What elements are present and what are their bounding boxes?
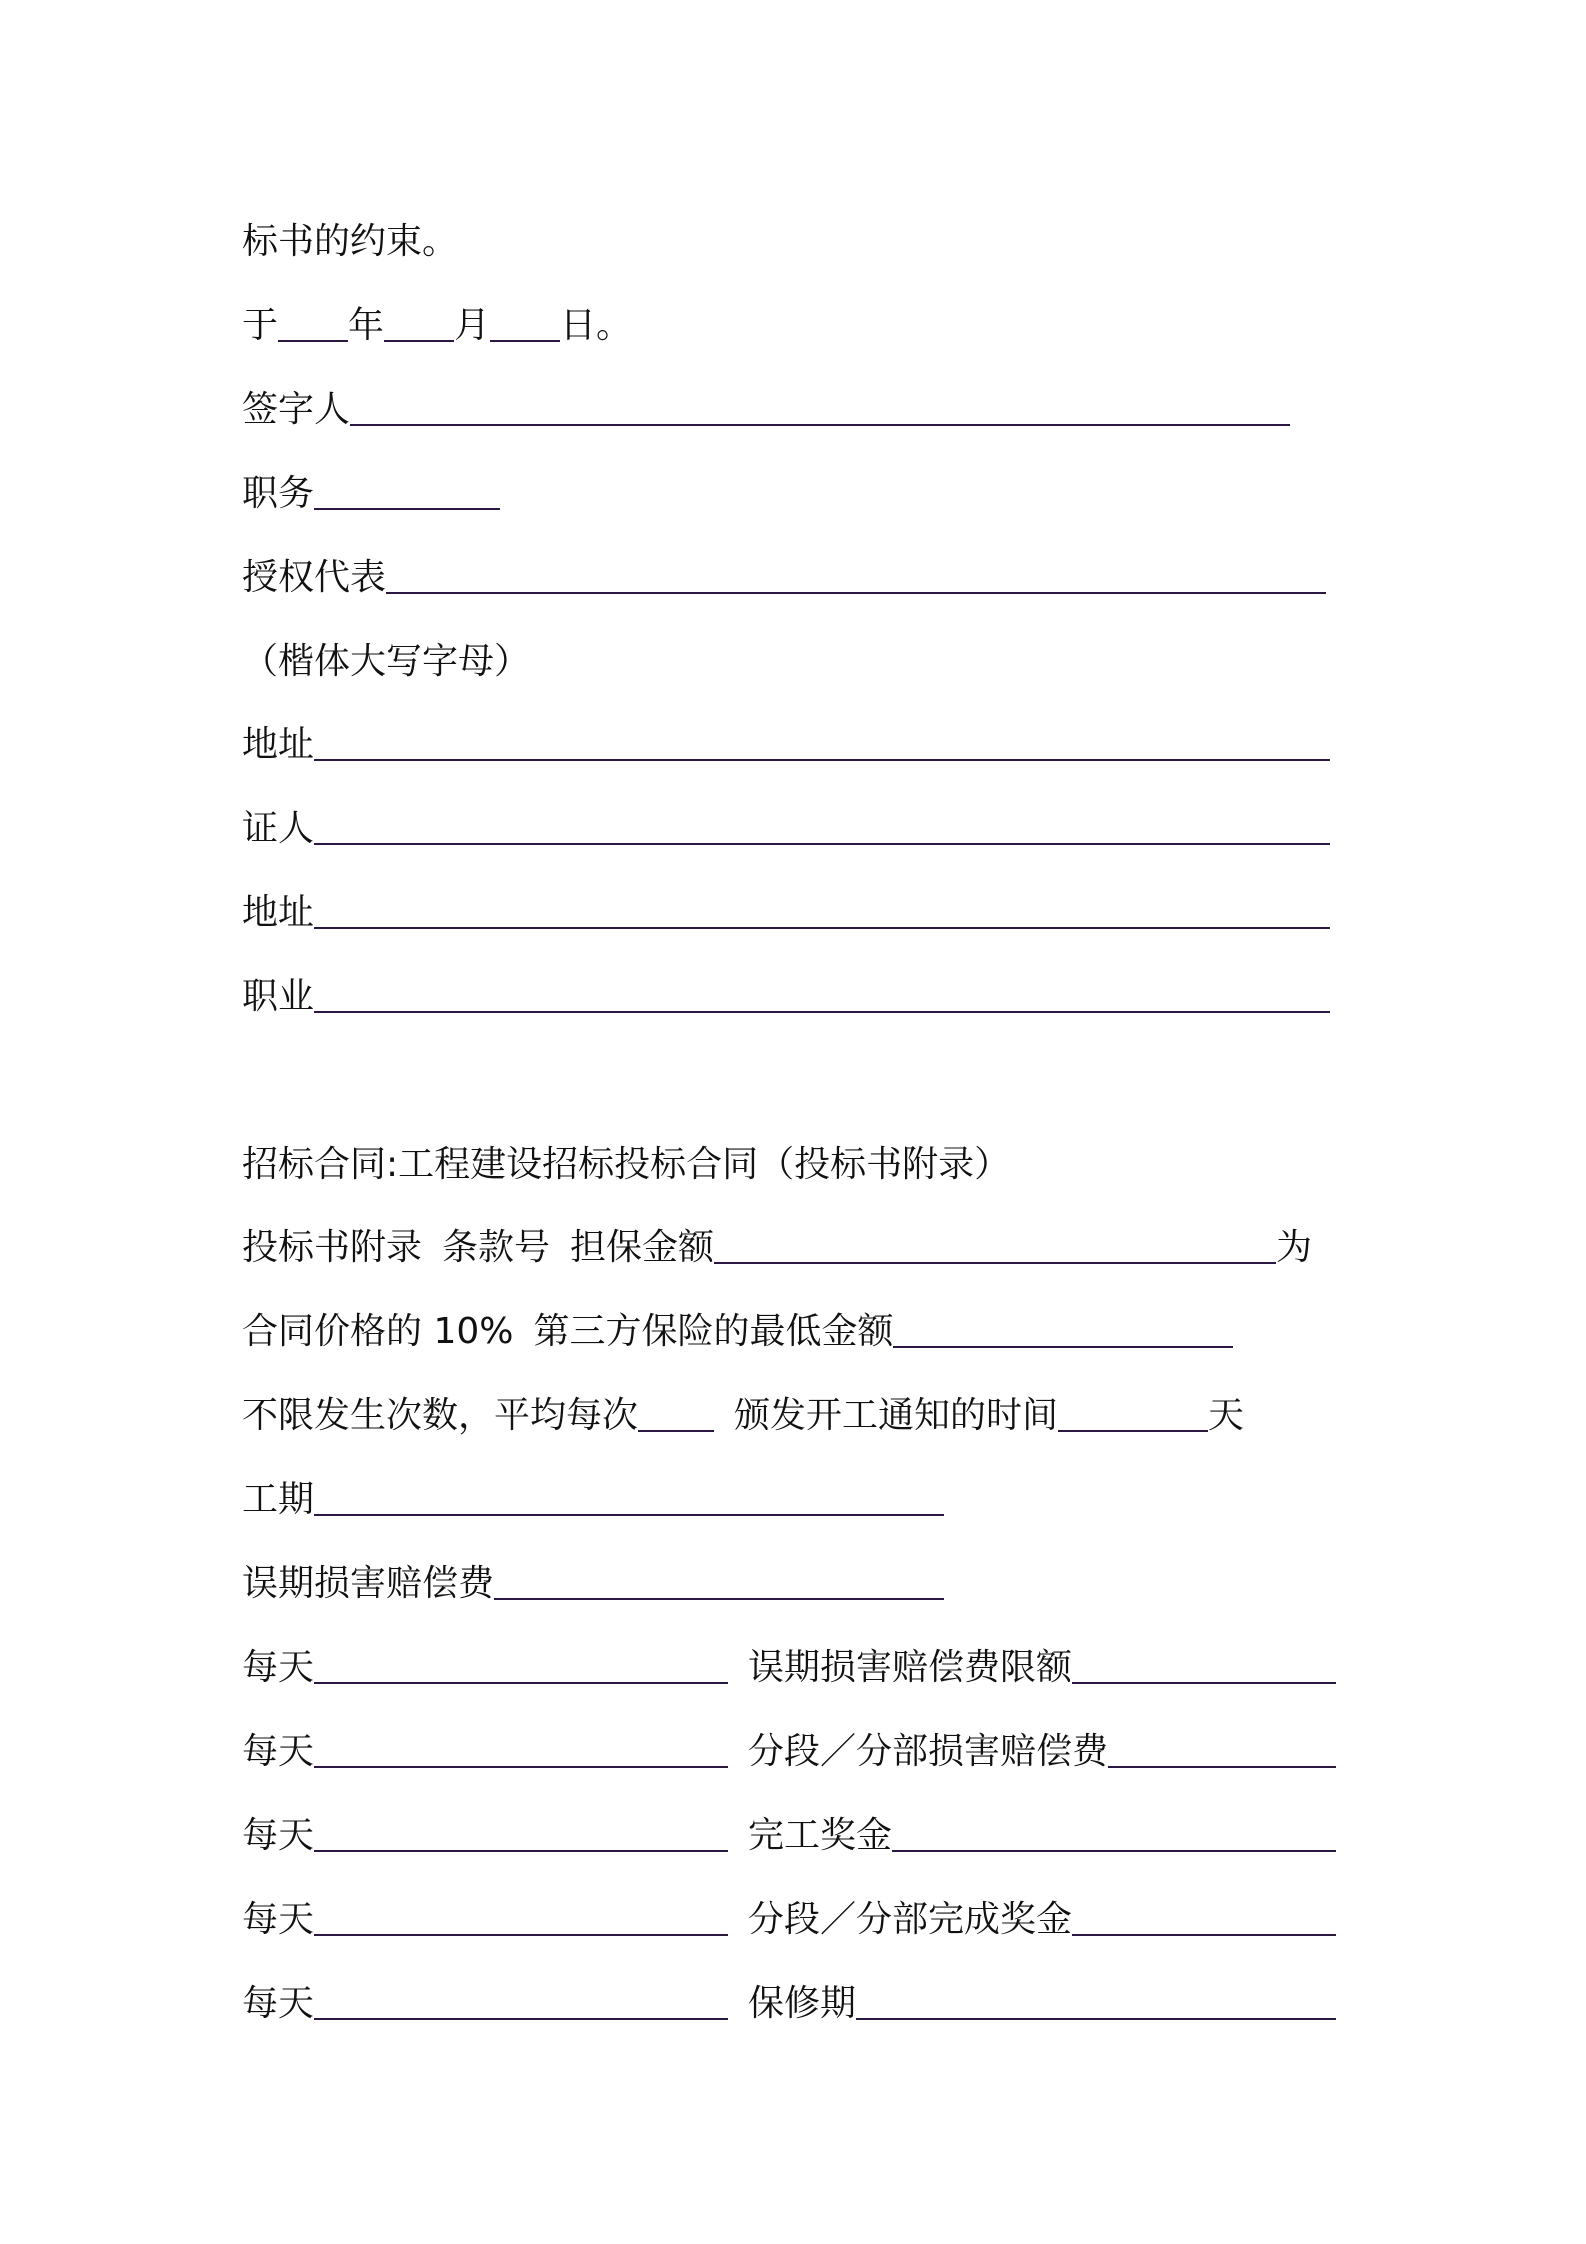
pair-row-3 — [242, 1794, 1336, 1854]
address1-blank[interactable] — [314, 759, 1330, 761]
clause-no-label: 条款号 — [442, 1227, 551, 1268]
pair-row-5 — [242, 1962, 1336, 2022]
section-ld-blank[interactable] — [1108, 1766, 1336, 1768]
ld-line — [242, 1542, 944, 1602]
auth-rep-blank[interactable] — [386, 592, 1326, 594]
period-label: 工期 — [242, 1479, 315, 1520]
signer-blank[interactable] — [350, 424, 1290, 426]
min-insurance-label: 第三方保险的最低金额 — [533, 1311, 894, 1352]
appendix-row-2 — [242, 1290, 1233, 1350]
appendix-heading: 招标合同:工程建设招标投标合同（投标书附录） — [242, 1144, 1011, 1185]
witness-blank[interactable] — [314, 843, 1330, 845]
witness-label: 证人 — [242, 808, 315, 849]
commencement-notice-label: 颁发开工通知的时间 — [734, 1395, 1059, 1436]
occupation-line — [242, 955, 1330, 1015]
pair-row-2 — [242, 1710, 1336, 1770]
per-day-blank[interactable] — [314, 1850, 728, 1852]
section-ld-label: 分段／分部损害赔偿费 — [748, 1731, 1109, 1772]
warranty-period-blank[interactable] — [856, 2018, 1336, 2020]
year-blank[interactable] — [278, 340, 348, 342]
date-prefix: 于 — [242, 305, 279, 346]
completion-bonus-label: 完工奖金 — [748, 1815, 893, 1856]
title-blank[interactable] — [314, 508, 500, 510]
day-blank[interactable] — [490, 340, 560, 342]
per-day-label: 每天 — [242, 1815, 315, 1856]
min-insurance-blank[interactable] — [893, 1346, 1233, 1348]
appendix-row-1 — [242, 1206, 1312, 1266]
ld-cap-label: 误期损害赔偿费限额 — [748, 1647, 1073, 1688]
per-day-label: 每天 — [242, 1983, 315, 2024]
per-occurrence-blank[interactable] — [638, 1430, 714, 1432]
signer-line — [242, 368, 1290, 428]
per-day-blank[interactable] — [314, 1682, 728, 1684]
block-caps-line — [242, 620, 530, 680]
per-day-blank[interactable] — [314, 1766, 728, 1768]
guarantee-amount-label: 担保金额 — [570, 1227, 715, 1268]
address2-label: 地址 — [242, 892, 315, 933]
address2-line — [242, 871, 1330, 931]
occupation-blank[interactable] — [314, 1011, 1330, 1013]
ld-label: 误期损害赔偿费 — [242, 1563, 495, 1604]
auth-rep-line — [242, 536, 1326, 596]
period-blank[interactable] — [314, 1514, 944, 1516]
appendix-heading-line — [242, 1123, 1010, 1183]
appendix-row-3 — [242, 1374, 1244, 1434]
block-caps-note: （楷体大写字母） — [242, 641, 531, 682]
commencement-notice-blank[interactable] — [1058, 1430, 1208, 1432]
warranty-period-label: 保修期 — [748, 1983, 857, 2024]
per-day-blank[interactable] — [314, 1934, 728, 1936]
guarantee-amount-blank[interactable] — [714, 1262, 1276, 1264]
doc-line-1 — [242, 200, 458, 260]
per-occurrence-label: 不限发生次数，平均每次 — [242, 1395, 639, 1436]
section-bonus-label: 分段／分部完成奖金 — [748, 1899, 1073, 1940]
ld-cap-blank[interactable] — [1072, 1682, 1336, 1684]
per-day-label: 每天 — [242, 1899, 315, 1940]
witness-line — [242, 787, 1330, 847]
signer-label: 签字人 — [242, 389, 351, 430]
pair-row-4 — [242, 1878, 1336, 1938]
address2-blank[interactable] — [314, 927, 1330, 929]
per-day-label: 每天 — [242, 1647, 315, 1688]
title-line — [242, 452, 500, 512]
month-label: 月 — [454, 305, 491, 346]
period-line — [242, 1458, 944, 1518]
per-day-label: 每天 — [242, 1731, 315, 1772]
month-blank[interactable] — [384, 340, 454, 342]
text-tender-constraint: 标书的约束。 — [242, 221, 459, 262]
day-label: 日。 — [560, 305, 633, 346]
address1-line — [242, 703, 1330, 763]
ld-blank[interactable] — [494, 1598, 944, 1600]
section-bonus-blank[interactable] — [1072, 1934, 1336, 1936]
address1-label: 地址 — [242, 724, 315, 765]
days-unit: 天 — [1208, 1395, 1245, 1436]
completion-bonus-blank[interactable] — [892, 1850, 1336, 1852]
per-day-blank[interactable] — [314, 2018, 728, 2020]
appendix-label: 投标书附录 — [242, 1227, 423, 1268]
title-label: 职务 — [242, 473, 315, 514]
pair-row-1 — [242, 1626, 1336, 1686]
auth-rep-label: 授权代表 — [242, 557, 387, 598]
guarantee-as-label: 为 — [1276, 1227, 1313, 1268]
date-line — [242, 284, 632, 344]
occupation-label: 职业 — [242, 976, 315, 1017]
year-label: 年 — [348, 305, 385, 346]
contract-price-pct: 合同价格的 10% — [242, 1311, 514, 1352]
